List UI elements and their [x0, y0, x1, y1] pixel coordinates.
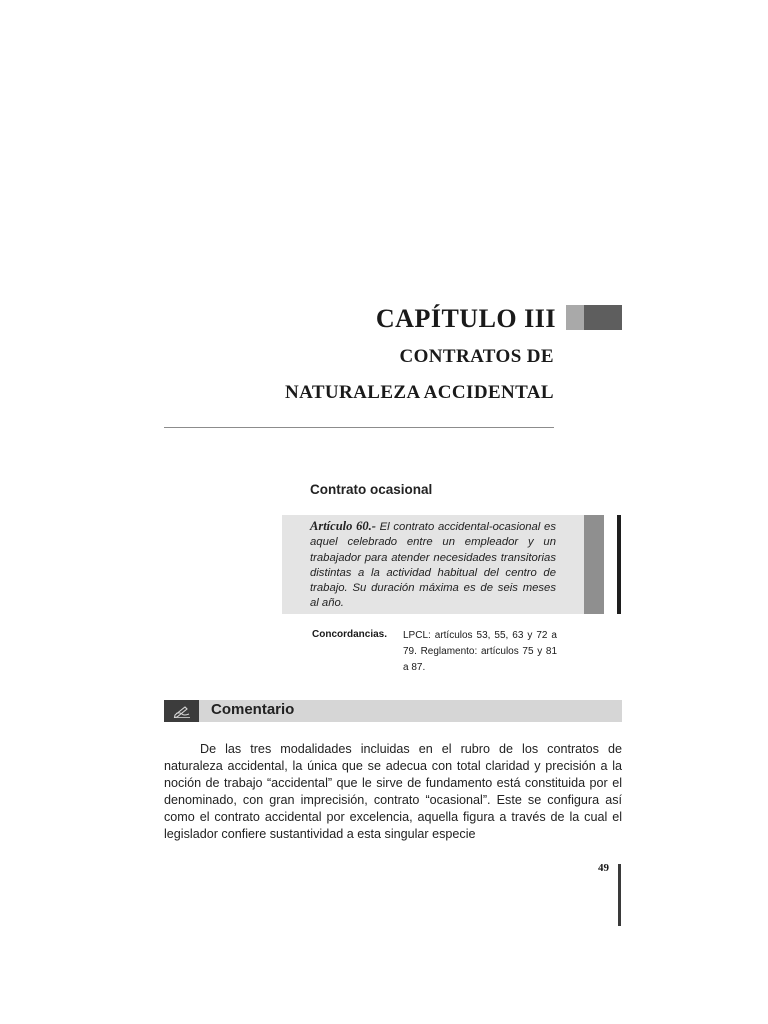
comment-title: Comentario	[211, 701, 295, 718]
page-edge-line	[618, 864, 621, 926]
article-body: El contrato accidental-ocasional es aquel celebrado entre un empleador y un trabajador para atender necesidades transitorias distintas a la actividad habitual del centro de trabajo. Su duración máxima es de seis meses al año.	[310, 521, 556, 610]
section-heading: Contrato ocasional	[310, 482, 433, 497]
concordance-label: Concordancias.	[312, 629, 388, 640]
chapter-subtitle-line1: CONTRATOS DE	[399, 346, 554, 367]
title-divider	[164, 427, 554, 428]
pen-writing-icon	[173, 704, 191, 718]
chapter-decoration-light	[566, 305, 584, 330]
chapter-subtitle-line2: NATURALEZA ACCIDENTAL	[285, 382, 554, 403]
article-box-side-bar	[584, 515, 604, 614]
body-paragraph: De las tres modalidades incluidas en el rubro de los contratos de naturaleza accidental, la única que se adecua con total claridad y precisión a la noción de trabajo “accidental” que le sirve de fundamento está constituida por el denominado, con gran imprecisión, contrato “ocasional”. Este se configura así como el contrato accidental por excelencia, aquella figura a través de la cual el legislador confiere sustantividad a esta singular especie	[164, 742, 622, 842]
article-box-edge-line	[617, 515, 621, 614]
concordance-text: LPCL: artículos 53, 55, 63 y 72 a 79. Reglamento: artículos 75 y 81 a 87.	[403, 630, 557, 673]
article-text	[310, 519, 556, 612]
chapter-decoration-dark	[584, 305, 622, 330]
article-label: Artículo 60.-	[310, 519, 376, 533]
chapter-title: CAPÍTULO III	[375, 304, 556, 333]
comment-icon-box	[164, 700, 199, 722]
page-number: 49	[598, 862, 609, 874]
